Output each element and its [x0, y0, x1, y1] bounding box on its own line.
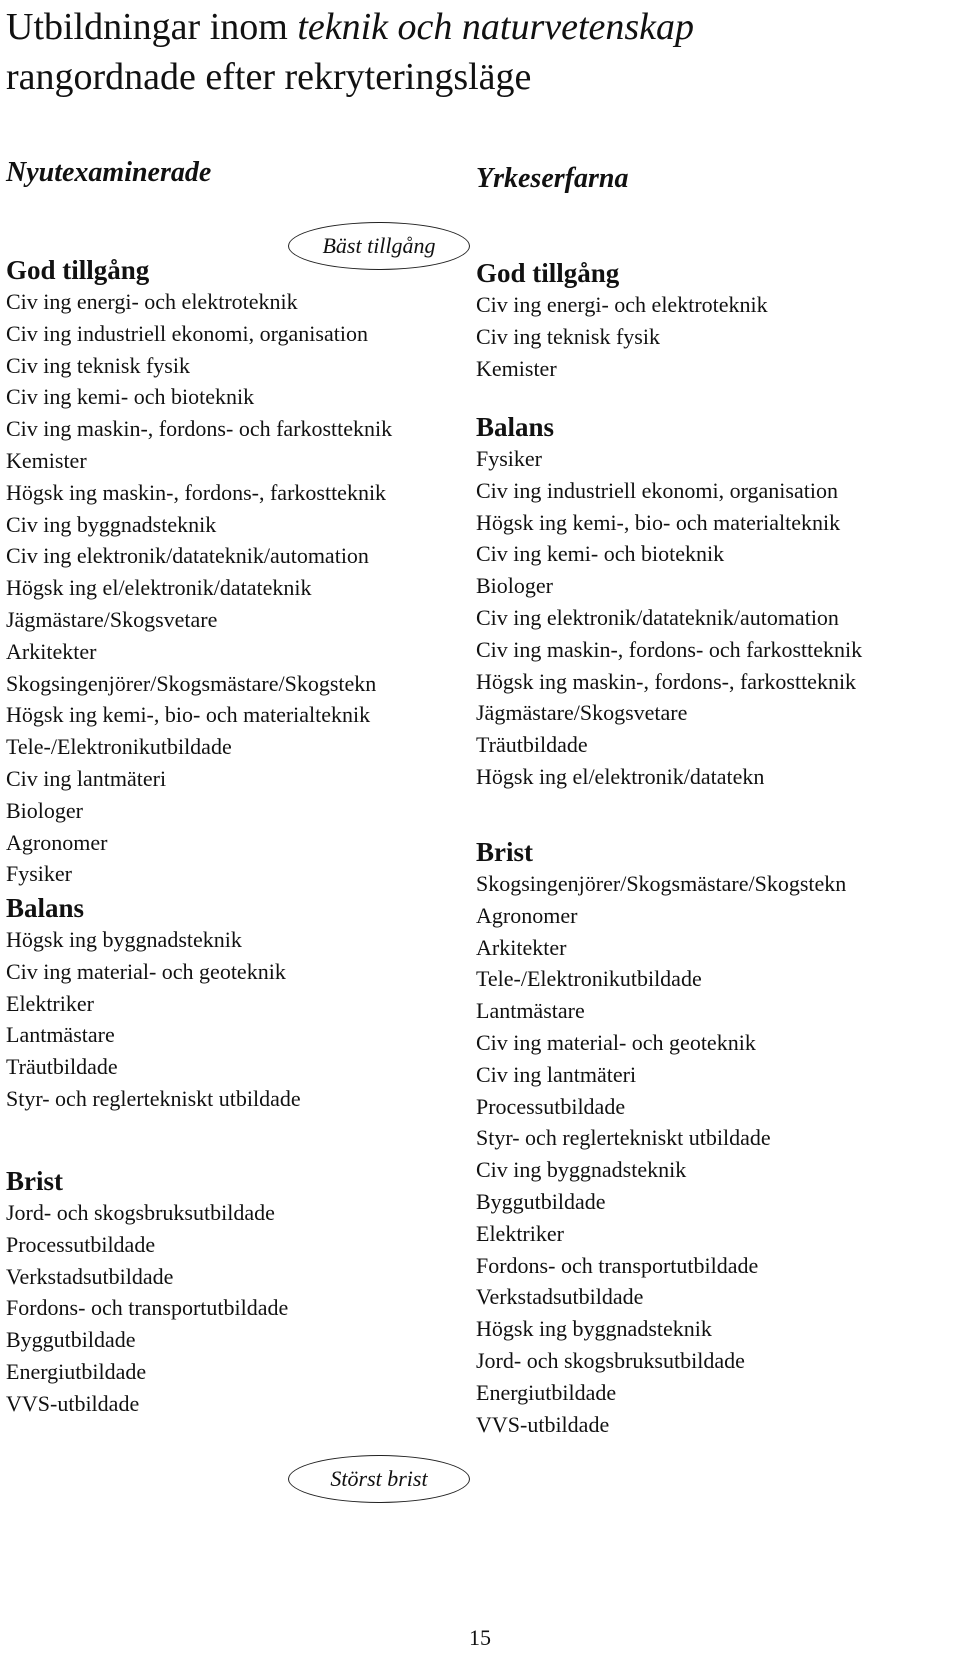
list-item: Civ ing industriell ekonomi, organisation [6, 320, 368, 346]
list-item: Civ ing lantmäteri [476, 1061, 637, 1087]
item-list [476, 443, 946, 793]
page-number: 15 [469, 1625, 491, 1650]
list-item: Träutbildade [476, 732, 588, 758]
list-item: Högsk ing maskin-, fordons-, farkostteknik [6, 479, 387, 505]
list-item: Civ ing elektronik/datateknik/automation [6, 543, 369, 569]
item-list [476, 868, 946, 1440]
list-item: Tele-/Elektronikutbildade [476, 966, 702, 992]
list-item: Arkitekter [6, 638, 97, 664]
item-list [6, 1197, 476, 1420]
left-group-brist [6, 1165, 476, 1420]
list-item: Träutbildade [6, 1054, 118, 1080]
list-item: Jägmästare/Skogsvetare [6, 606, 218, 632]
list-item: Civ ing lantmäteri [6, 765, 167, 791]
list-item: Lantmästare [6, 1022, 115, 1048]
title-line1-b: teknik och naturvetenskap [297, 6, 695, 48]
list-item: Högsk ing kemi-, bio- och materialteknik [476, 509, 841, 535]
worst-shortage-oval [288, 1455, 470, 1503]
list-item: Elektriker [476, 1220, 564, 1246]
list-item: Civ ing kemi- och bioteknik [6, 384, 255, 410]
list-item: Högsk ing kemi-, bio- och materialteknik [6, 702, 371, 728]
list-item: Civ ing kemi- och bioteknik [476, 541, 725, 567]
right-group-balans [476, 411, 946, 793]
list-item: VVS-utbildade [6, 1390, 140, 1416]
list-item: Energiutbildade [476, 1379, 617, 1405]
list-item: Processutbildade [6, 1231, 156, 1257]
list-item: Fysiker [6, 861, 72, 887]
list-item: Högsk ing el/elektronik/datateknik [6, 575, 312, 601]
group-heading: Brist [6, 1166, 63, 1196]
group-heading: Balans [6, 893, 85, 923]
group-heading: God tillgång [6, 255, 150, 285]
list-item: VVS-utbildade [476, 1411, 610, 1437]
list-item: Civ ing maskin-, fordons- och farkostteknik [6, 416, 393, 442]
list-item: Styr- och reglertekniskt utbildade [6, 1085, 301, 1111]
group-heading: God tillgång [476, 258, 620, 288]
list-item: Högsk ing byggnadsteknik [6, 927, 242, 952]
best-availability-label: Bäst tillgång [322, 233, 436, 258]
list-item: Agronomer [6, 829, 108, 855]
left-group-god-tillgang [6, 254, 476, 890]
list-item: Kemister [476, 355, 557, 381]
group-heading: Brist [476, 837, 533, 867]
heading-nyutexaminerade: Nyutexaminerade [6, 157, 212, 188]
list-item: Civ ing maskin-, fordons- och farkostteknik [476, 636, 863, 662]
list-item: Byggutbildade [6, 1327, 136, 1353]
list-item: Civ ing energi- och elektroteknik [476, 292, 768, 317]
list-item: Fordons- och transportutbildade [6, 1295, 289, 1321]
item-list [6, 286, 476, 890]
list-item: Skogsingenjörer/Skogsmästare/Skogstekn [476, 871, 847, 896]
heading-yrkeserfarna: Yrkeserfarna [476, 163, 629, 194]
list-item: Tele-/Elektronikutbildade [6, 734, 232, 760]
list-item: Biologer [6, 797, 83, 823]
list-item: Lantmästare [476, 998, 585, 1024]
list-item: Energiutbildade [6, 1358, 147, 1384]
page-title [6, 2, 694, 102]
right-group-brist [476, 836, 946, 1440]
list-item: Byggutbildade [476, 1188, 606, 1214]
list-item: Verkstadsutbildade [476, 1284, 644, 1310]
list-item: Styr- och reglertekniskt utbildade [476, 1125, 771, 1151]
list-item: Högsk ing maskin-, fordons-, farkostteknik [476, 668, 857, 694]
item-list [476, 289, 946, 384]
list-item: Civ ing industriell ekonomi, organisation [476, 477, 838, 503]
list-item: Civ ing energi- och elektroteknik [6, 289, 298, 314]
right-group-god-tillgang [476, 257, 946, 384]
title-line1-a: Utbildningar inom [6, 6, 298, 48]
list-item: Processutbildade [476, 1093, 626, 1119]
item-list [6, 924, 476, 1115]
list-item: Civ ing teknisk fysik [6, 352, 190, 378]
list-item: Agronomer [476, 902, 578, 928]
list-item: Fordons- och transportutbildade [476, 1252, 759, 1278]
list-item: Verkstadsutbildade [6, 1263, 174, 1289]
list-item: Jägmästare/Skogsvetare [476, 700, 688, 726]
list-item: Arkitekter [476, 934, 567, 960]
list-item: Biologer [476, 573, 553, 599]
list-item: Jord- och skogsbruksutbildade [476, 1347, 745, 1373]
list-item: Civ ing material- och geoteknik [6, 958, 286, 984]
list-item: Civ ing byggnadsteknik [6, 511, 217, 537]
list-item: Civ ing byggnadsteknik [476, 1157, 687, 1183]
list-item: Civ ing elektronik/datateknik/automation [476, 604, 839, 630]
left-group-balans [6, 892, 476, 1115]
list-item: Kemister [6, 447, 87, 473]
group-heading: Balans [476, 412, 555, 442]
list-item: Civ ing teknisk fysik [476, 323, 660, 349]
list-item: Högsk ing byggnadsteknik [476, 1316, 712, 1342]
list-item: Elektriker [6, 990, 94, 1016]
list-item: Fysiker [476, 446, 542, 471]
list-item: Jord- och skogsbruksutbildade [6, 1200, 275, 1225]
list-item: Skogsingenjörer/Skogsmästare/Skogstekn [6, 670, 377, 696]
worst-shortage-label: Störst brist [330, 1466, 428, 1491]
list-item: Civ ing material- och geoteknik [476, 1029, 756, 1055]
title-line2: rangordnade efter rekryteringsläge [6, 56, 532, 98]
list-item: Högsk ing el/elektronik/datatekn [476, 763, 765, 789]
